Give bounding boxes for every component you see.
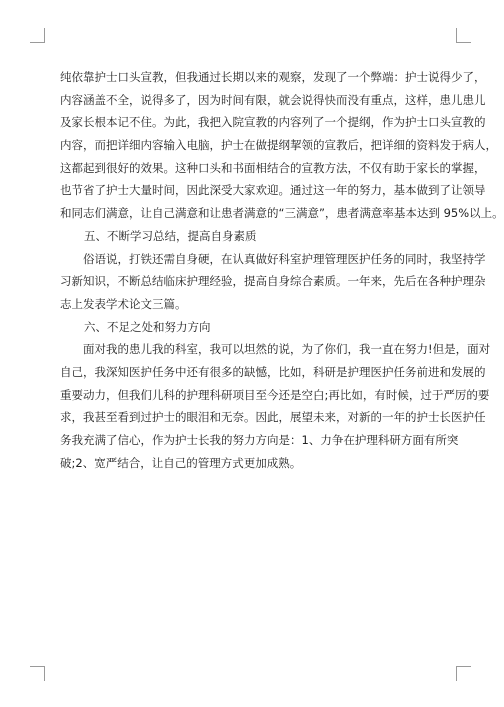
- paragraph-line: 内容涵盖不全，说得多了，因为时间有限，就会说得快而没有重点，这样，患儿患儿: [60, 92, 486, 107]
- paragraph-line: 和同志们满意，让自己满意和让患者满意的“三满意”，患者满意率基本达到 95%以上。: [60, 206, 504, 221]
- paragraph-line: 求，我甚至看到过护士的眼泪和无奈。因此，展望未来，对新的一年的护士长医护任: [60, 410, 486, 425]
- paragraph-line: 内容，而把详细内容输入电脑，护士在做提纲挈领的宣教后，把详细的资料发于病人，: [60, 138, 497, 153]
- paragraph-line: 这都起到很好的效果。这种口头和书面相结合的宣教方法，不仅有助于家长的掌握，: [60, 160, 486, 175]
- paragraph-line: 纯依靠护士口头宣教，但我通过长期以来的观察，发现了一个弊端：护士说得少了，: [60, 70, 486, 84]
- paragraph-line: 习新知识，不断总结临床护理经验，提高自身综合素质。一年来，先后在各种护理杂: [60, 274, 486, 289]
- paragraph-line: 务我充满了信心，作为护士长我的努力方向是：1、力争在护理科研方面有所突: [60, 433, 459, 447]
- paragraph-line: 也节省了护士大量时间，因此深受大家欢迎。通过这一年的努力，基本做到了让领导: [60, 183, 486, 198]
- crop-mark-top-right: [456, 28, 471, 43]
- document-body: [60, 66, 504, 474]
- crop-mark-top-left: [30, 28, 45, 43]
- paragraph-line: 重要动力，但我们儿科的护理科研项目至今还是空白;再比如，有时候，过于严厉的要: [60, 387, 490, 402]
- section-heading-6: 六、不足之处和努力方向: [84, 319, 211, 334]
- crop-mark-bottom-left: [30, 666, 45, 681]
- paragraph-line: 俗语说，打铁还需自身硬，在认真做好科室护理管理医护任务的同时，我坚持学: [60, 251, 486, 266]
- paragraph-line: 志上发表学术论文三篇。: [60, 296, 187, 311]
- paragraph-line: 破;2、宽严结合，让自己的管理方式更加成熟。: [60, 455, 302, 470]
- paragraph-line: 及家长根本记不住。为此，我把入院宣教的内容列了一个提纲，作为护士口头宣教的: [60, 115, 486, 130]
- paragraph-line: 面对我的患儿我的科室，我可以坦然的说，为了你们，我一直在努力!但是，面对: [60, 342, 491, 357]
- section-heading-5: 五、不断学习总结，提高自身素质: [84, 228, 257, 243]
- paragraph-line: 自己，我深知医护任务中还有很多的缺憾，比如，科研是护理医护任务前进和发展的: [60, 364, 486, 379]
- crop-mark-bottom-right: [456, 666, 471, 681]
